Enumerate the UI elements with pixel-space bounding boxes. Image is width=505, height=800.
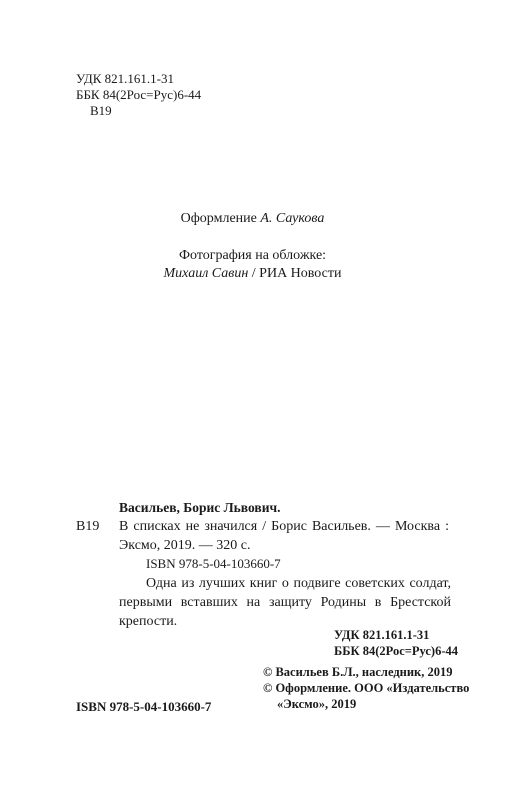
bottom-isbn: ISBN 978-5-04-103660-7 <box>76 699 212 714</box>
catalog-author: Васильев, Борис Львович. <box>119 500 281 515</box>
catalog-bbk: ББК 84(2Рос=Рус)6-44 <box>334 644 458 658</box>
design-credit-label: Оформление <box>180 211 257 226</box>
copyright-line-3: «Эксмо», 2019 <box>277 697 357 711</box>
photo-credit <box>0 247 505 283</box>
top-classification-codes <box>76 71 201 119</box>
photographer-name: Михаил Савин <box>163 266 249 281</box>
copyright-line-1: © Васильев Б.Л., наследник, 2019 <box>263 665 453 679</box>
design-credit-name: А. Саукова <box>260 211 325 226</box>
catalog-classification-codes <box>334 627 458 659</box>
catalog-isbn: ISBN 978-5-04-103660-7 <box>146 556 281 571</box>
udk-code: УДК 821.161.1-31 <box>76 71 175 86</box>
photo-credit-label: Фотография на обложке: <box>178 248 327 263</box>
bbk-code: ББК 84(2Рос=Рус)6-44 <box>76 87 202 102</box>
photo-agency: / РИА Новости <box>248 266 342 281</box>
design-credit <box>0 210 505 228</box>
catalog-code: В19 <box>76 519 100 534</box>
photo-credit-line <box>0 265 505 283</box>
catalog-annotation: Одна из лучших книг о подвиге советских солдат, первыми вставших на защиту Родины в Брестской крепости. <box>119 576 451 629</box>
author-mark: В19 <box>90 103 112 118</box>
catalog-udk: УДК 821.161.1-31 <box>334 628 430 642</box>
copyright-block <box>263 664 469 712</box>
copyright-line-2: © Оформление. ООО «Издательство <box>263 681 470 695</box>
catalog-description: В списках не значился / Борис Васильев. — Москва : Эксмо, 2019. — 320 с. <box>119 519 449 553</box>
